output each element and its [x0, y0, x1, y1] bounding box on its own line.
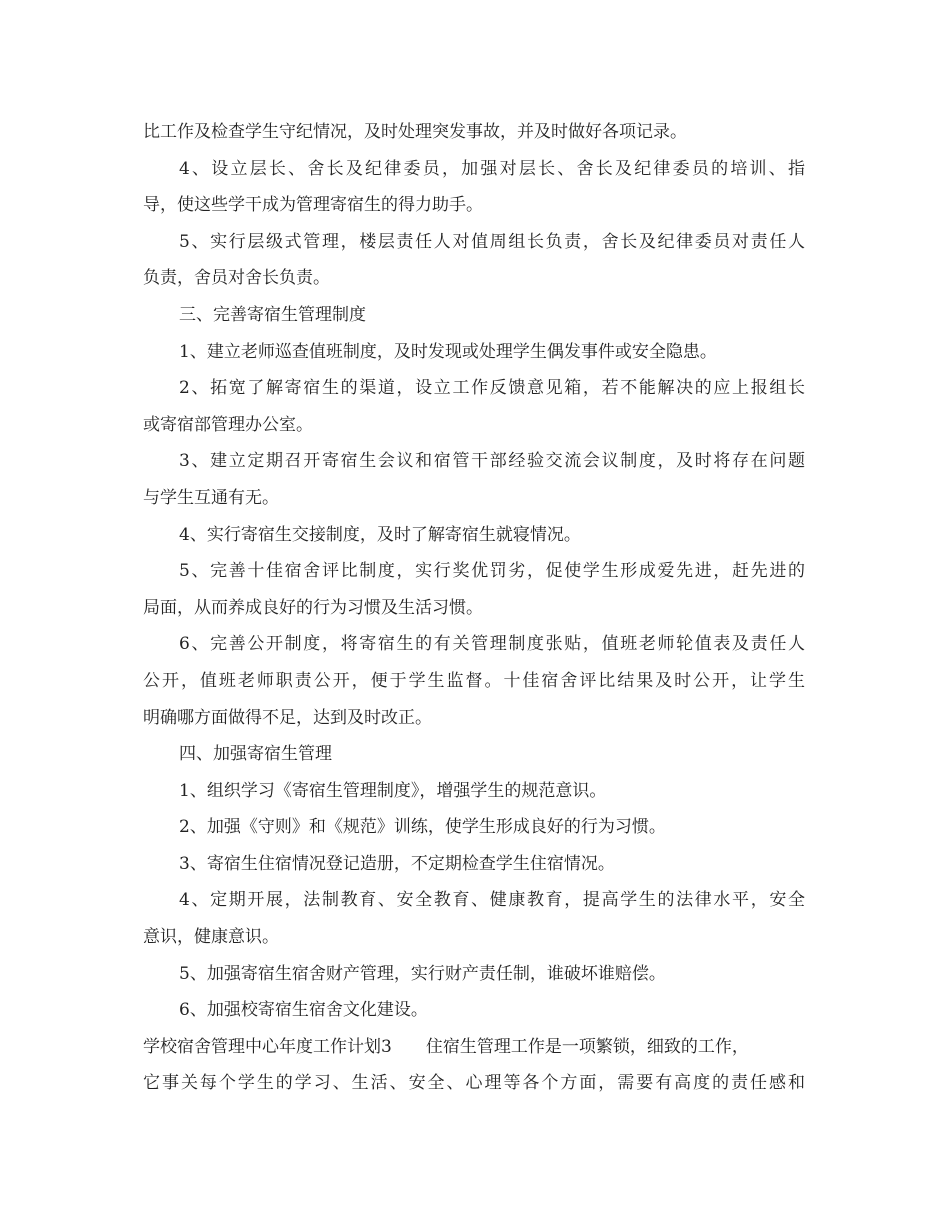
- paragraph-line: 负责，舍员对舍长负责。: [143, 268, 330, 289]
- paragraph-line: 5、实行层级式管理，楼层责任人对值周组长负责，舍长及纪律委员对责任人: [179, 231, 805, 252]
- section-title: 学校宿舍管理中心年度工作计划3: [143, 1036, 392, 1057]
- paragraph-line: 它事关每个学生的学习、生活、安全、心理等各个方面，需要有高度的责任感和: [143, 1073, 805, 1094]
- paragraph-line: 2、加强《守则》和《规范》训练，使学生形成良好的行为习惯。: [179, 817, 666, 838]
- paragraph-line: 公开，值班老师职责公开，便于学生监督。十佳宿舍评比结果及时公开，让学生: [143, 670, 805, 691]
- paragraph-line: 5、完善十佳宿舍评比制度，实行奖优罚劣，促使学生形成爱先进，赶先进的: [179, 561, 805, 582]
- paragraph-line: 明确哪方面做得不足，达到及时改正。: [143, 707, 432, 728]
- paragraph-line: 比工作及检查学生守纪情况，及时处理突发事故，并及时做好各项记录。: [143, 122, 687, 142]
- paragraph-line: 6、加强校寄宿生宿舍文化建设。: [179, 1000, 428, 1021]
- paragraph-line: 4、设立层长、舍长及纪律委员，加强对层长、舍长及纪律委员的培训、指: [179, 158, 805, 179]
- section-heading: 三、完善寄宿生管理制度: [179, 304, 366, 325]
- paragraph-line: 5、加强寄宿生宿舍财产管理，实行财产责任制，谁破坏谁赔偿。: [179, 963, 666, 984]
- paragraph-line: 与学生互通有无。: [143, 487, 279, 508]
- section-heading: 四、加强寄宿生管理: [179, 744, 332, 765]
- paragraph-line: 或寄宿部管理办公室。: [143, 414, 313, 435]
- paragraph-line: 局面，从而养成良好的行为习惯及生活习惯。: [143, 597, 483, 618]
- paragraph-line: 1、建立老师巡查值班制度，及时发现或处理学生偶发事件或安全隐患。: [179, 341, 717, 362]
- paragraph-line: 意识，健康意识。: [143, 927, 279, 948]
- section-intro: 住宿生管理工作是一项繁锁，细致的工作，: [425, 1036, 749, 1057]
- paragraph-line: 4、定期开展，法制教育、安全教育、健康教育，提高学生的法律水平，安全: [179, 890, 805, 911]
- section-title-line: [143, 1029, 805, 1066]
- paragraph-line: 3、寄宿生住宿情况登记造册，不定期检查学生住宿情况。: [179, 853, 615, 874]
- paragraph-line: 6、完善公开制度，将寄宿生的有关管理制度张贴，值班老师轮值表及责任人: [179, 634, 805, 655]
- paragraph-line: 3、建立定期召开寄宿生会议和宿管干部经验交流会议制度，及时将存在问题: [179, 451, 805, 472]
- document-body: [143, 114, 805, 1102]
- paragraph-line: 4、实行寄宿生交接制度，及时了解寄宿生就寝情况。: [179, 524, 581, 545]
- paragraph-line: 2、拓宽了解寄宿生的渠道，设立工作反馈意见箱，若不能解决的应上报组长: [179, 378, 805, 399]
- paragraph-line: 导，使这些学干成为管理寄宿生的得力助手。: [143, 195, 483, 216]
- paragraph-line: 1、组织学习《寄宿生管理制度》，增强学生的规范意识。: [179, 780, 607, 801]
